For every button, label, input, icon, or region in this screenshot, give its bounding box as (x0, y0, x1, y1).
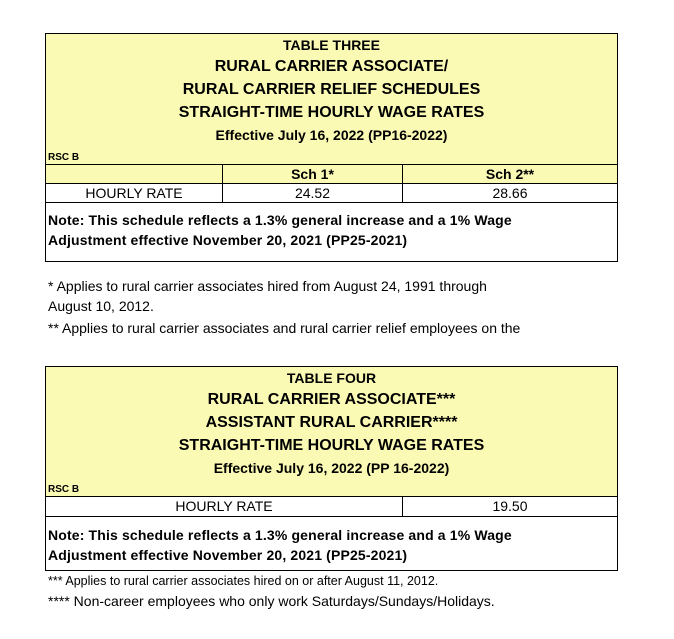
table-three-sch1-value: 24.52 (222, 184, 402, 202)
table-four-value: 19.50 (402, 497, 617, 516)
table-three (45, 33, 618, 262)
footnote-2: ** Applies to rural carrier associates and rural carrier relief employees on the (48, 320, 521, 336)
table-three-header (46, 34, 617, 165)
table-three-row-label: HOURLY RATE (85, 185, 183, 201)
table-four-label: TABLE FOUR (286, 370, 377, 386)
table-three-title-2: RURAL CARRIER RELIEF SCHEDULES (182, 81, 481, 98)
table-four-title-2: ASSISTANT RURAL CARRIER**** (205, 414, 458, 431)
table-three-effective-date: Effective July 16, 2022 (PP16-2022) (215, 127, 448, 143)
footnote-4: **** Non-career employees who only work Saturdays/Sundays/Holidays. (48, 593, 495, 609)
footnote-3: *** Applies to rural carrier associates hired on or after August 11, 2012. (48, 574, 439, 588)
table-four-title-1: RURAL CARRIER ASSOCIATE*** (207, 391, 456, 408)
table-three-label: TABLE THREE (283, 37, 380, 53)
table-three-note-line-1: Note: This schedule reflects a 1.3% general increase and a 1% Wage (48, 212, 512, 228)
table-four-effective-date: Effective July 16, 2022 (PP 16-2022) (213, 460, 450, 476)
table-three-sch2-value: 28.66 (402, 184, 617, 202)
table-four-note-line-1: Note: This schedule reflects a 1.3% general increase and a 1% Wage (48, 527, 512, 543)
table-three-sch1-header: Sch 1* (222, 165, 402, 183)
table-row (46, 497, 617, 517)
footnote-1-line-2: August 10, 2012. (48, 298, 154, 314)
table-three-rsc-code: RSC B (48, 152, 80, 163)
table-row (46, 184, 617, 203)
footnote-1-line-1: * Applies to rural carrier associates hired from August 24, 1991 through (48, 278, 487, 294)
table-three-sch2-header: Sch 2** (402, 165, 617, 183)
table-four-title-3: STRAIGHT-TIME HOURLY WAGE RATES (178, 437, 485, 454)
table-four-row-label: HOURLY RATE (175, 498, 273, 514)
table-three-column-headers (46, 165, 617, 184)
table-three-title-1: RURAL CARRIER ASSOCIATE/ (214, 58, 449, 75)
table-four-note (46, 517, 617, 565)
table-four-rsc-code: RSC B (48, 484, 80, 495)
table-four (45, 366, 618, 571)
table-four-note-line-2: Adjustment effective November 20, 2021 (PP25-2021) (48, 547, 408, 563)
table-three-blank-header (46, 165, 222, 183)
table-three-title-3: STRAIGHT-TIME HOURLY WAGE RATES (178, 104, 485, 121)
table-three-note-line-2: Adjustment effective November 20, 2021 (PP25-2021) (48, 232, 408, 248)
table-three-note (46, 203, 617, 250)
table-four-header (46, 367, 617, 497)
